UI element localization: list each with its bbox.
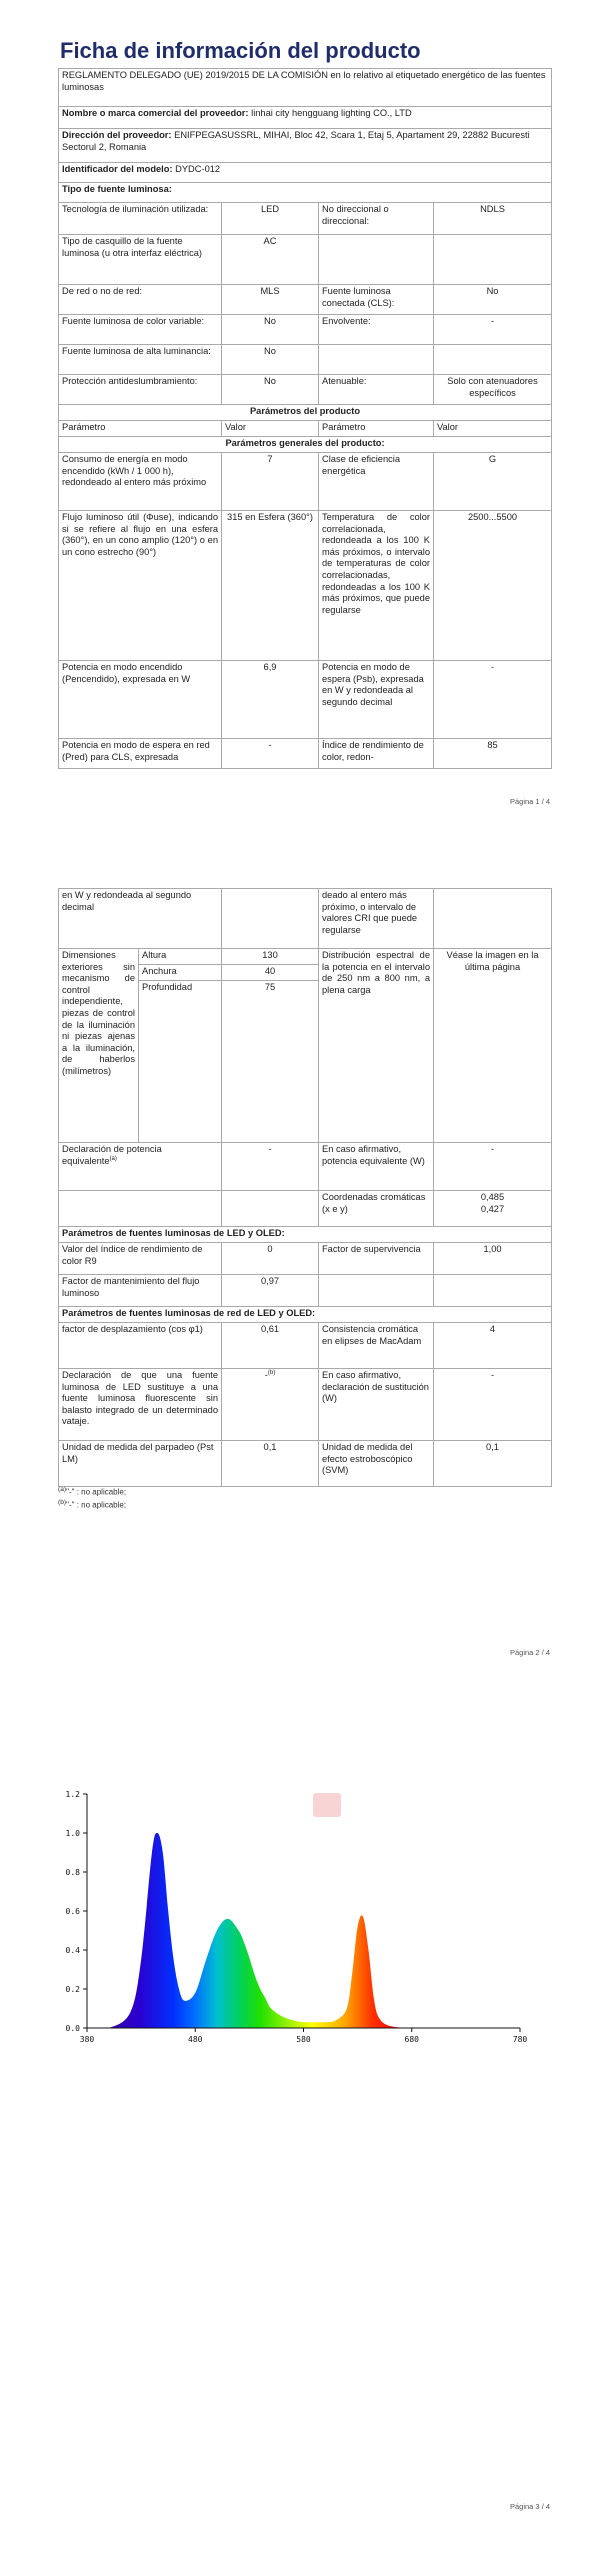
param-value: 0,61 bbox=[222, 1323, 319, 1369]
page-number-1: Página 1 / 4 bbox=[510, 797, 551, 806]
param-label: Temperatura de color correlacionada, redondeada a los 100 K más próximos, o intervalo de temperaturas de color correlacionadas, redondeadas a los 100 K más próximos, que puede regularse bbox=[319, 511, 434, 661]
page1-table-wrap bbox=[58, 68, 551, 769]
footnote-mark: (a) bbox=[58, 1486, 67, 1493]
y-tick-label: 1.2 bbox=[65, 1790, 80, 1799]
y-tick-label: 1.0 bbox=[65, 1829, 80, 1838]
param-value: 4 bbox=[434, 1323, 552, 1369]
param-label: Atenuable: bbox=[319, 375, 434, 405]
param-label: Potencia en modo de espera (Psb), expresada en W y redondeada al segundo decimal bbox=[319, 661, 434, 739]
x-tick-label: 380 bbox=[79, 2035, 95, 2044]
param-label: Coordenadas cromáticas (x e y) bbox=[319, 1191, 434, 1227]
param-label: Fuente luminosa conectada (CLS): bbox=[319, 285, 434, 315]
y-tick-labels bbox=[66, 1790, 87, 2033]
footnote-mark: (b) bbox=[58, 1498, 67, 1506]
dimension-value: 75 bbox=[222, 981, 319, 1143]
page-number-3: Página 3 / 4 bbox=[510, 2502, 551, 2511]
equiv-power-label: Declaración de potencia equivalente bbox=[62, 1144, 162, 1166]
param-label: factor de desplazamiento (cos φ1) bbox=[59, 1323, 222, 1369]
param-value bbox=[434, 235, 552, 285]
param-label: Tipo de casquillo de la fuente luminosa (u otra interfaz eléctrica) bbox=[59, 235, 222, 285]
footnote-text: "-" : no aplicable; bbox=[66, 1500, 127, 1510]
param-label bbox=[319, 235, 434, 285]
param-value: - bbox=[222, 739, 319, 769]
page2-table-wrap bbox=[58, 888, 551, 1487]
title bbox=[60, 38, 550, 64]
param-label: Declaración de que una fuente luminosa de LED sustituye a una fuente luminosa fluorescente sin balasto integrado de un determinado vataje. bbox=[59, 1369, 222, 1441]
supplier-name-label: Nombre o marca comercial del proveedor: bbox=[62, 108, 249, 118]
dimension-name: Altura bbox=[139, 949, 222, 965]
param-value: - bbox=[434, 1143, 552, 1191]
y-tick-label: 0.0 bbox=[65, 2024, 80, 2033]
param-value: MLS bbox=[222, 285, 319, 315]
param-label: Clase de eficiencia energética bbox=[319, 453, 434, 511]
param-label: Tecnología de iluminación utilizada: bbox=[59, 203, 222, 235]
param-label: De red o no de red: bbox=[59, 285, 222, 315]
param-value bbox=[434, 1275, 552, 1307]
param-label: Fuente luminosa de alta luminancia: bbox=[59, 345, 222, 375]
param-value: No bbox=[434, 285, 552, 315]
param-value bbox=[434, 1191, 552, 1227]
param-label: Factor de supervivencia bbox=[319, 1243, 434, 1275]
param-label: Unidad de medida del efecto estroboscópico (SVM) bbox=[319, 1441, 434, 1487]
param-label: Consumo de energía en modo encendido (kWh / 1 000 h), redondeado al entero más próximo bbox=[59, 453, 222, 511]
param-value: 7 bbox=[222, 453, 319, 511]
param-value: 0,1 bbox=[222, 1441, 319, 1487]
spectrum-area bbox=[87, 1833, 520, 2028]
y-tick-label: 0.4 bbox=[65, 1946, 80, 1955]
x-tick-labels bbox=[80, 2028, 528, 2044]
supplier-address-value: ENIFPEGASUSSRL, MIHAI, Bloc 42, Scara 1, Etaj 5, Apartament 29, 22882 Bucuresti Sectorul 2, Romania bbox=[62, 130, 530, 152]
footnote-ref: (a) bbox=[109, 1155, 117, 1162]
mains-led-params-header: Parámetros de fuentes luminosas de red de LED y OLED: bbox=[59, 1307, 552, 1323]
x-tick-label: 480 bbox=[188, 2035, 203, 2044]
x-tick-label: 780 bbox=[512, 2035, 528, 2044]
param-label bbox=[319, 1275, 434, 1307]
chroma-x: 0,485 bbox=[480, 1192, 505, 1202]
footnote-ref: (b) bbox=[267, 1370, 276, 1376]
footnote-text: "-" : no aplicable; bbox=[66, 1487, 127, 1497]
spectral-chart bbox=[40, 1780, 550, 2070]
dimension-name: Profundidad bbox=[139, 981, 222, 1143]
param-label: Protección antideslumbramiento: bbox=[59, 375, 222, 405]
led-replacement-value: - bbox=[264, 1370, 268, 1381]
model-id-value: DYDC-012 bbox=[175, 164, 221, 174]
param-label: Factor de mantenimiento del flujo luminoso bbox=[59, 1275, 222, 1307]
param-label: en W y redondeada al segundo decimal bbox=[59, 889, 222, 949]
param-value: No bbox=[222, 315, 319, 345]
param-value: G bbox=[434, 453, 552, 511]
supplier-address-label: Dirección del proveedor: bbox=[62, 130, 172, 140]
y-tick-label: 0.8 bbox=[65, 1868, 80, 1877]
param-label: No direccional o direccional: bbox=[319, 203, 434, 235]
product-params-header: Parámetros del producto bbox=[59, 405, 552, 421]
general-params-header: Parámetros generales del producto: bbox=[59, 437, 552, 453]
param-value: - bbox=[434, 661, 552, 739]
param-label: Unidad de medida del parpadeo (Pst LM) bbox=[59, 1441, 222, 1487]
param-value: 0,1 bbox=[434, 1441, 552, 1487]
param-value: LED bbox=[222, 203, 319, 235]
x-tick-label: 580 bbox=[296, 2035, 311, 2044]
param-value: 85 bbox=[434, 739, 552, 769]
param-value: NDLS bbox=[434, 203, 552, 235]
param-label: Potencia en modo de espera en red (Pred) para CLS, expresada bbox=[59, 739, 222, 769]
param-value: - bbox=[434, 1369, 552, 1441]
watermark-logo bbox=[313, 1793, 341, 1817]
param-label bbox=[319, 345, 434, 375]
y-tick-label: 0.6 bbox=[65, 1907, 80, 1916]
x-tick-label: 680 bbox=[404, 2035, 419, 2044]
param-value: No bbox=[222, 375, 319, 405]
param-value: - bbox=[434, 315, 552, 345]
supplier-name-value: linhai city hengguang lighting CO., LTD bbox=[251, 108, 412, 118]
page-number-2: Página 2 / 4 bbox=[510, 1648, 551, 1657]
param-label: Potencia en modo encendido (Pencendido), expresada en W bbox=[59, 661, 222, 739]
page-title: Ficha de información del producto bbox=[60, 38, 421, 63]
info-table-page1 bbox=[58, 68, 552, 769]
param-label: Fuente luminosa de color variable: bbox=[59, 315, 222, 345]
param-label: Consistencia cromática en elipses de MacAdam bbox=[319, 1323, 434, 1369]
param-label: Flujo luminoso útil (Φuse), indicando si se refiere al flujo en una esfera (360°), en un cono amplio (120°) o en un cono estrecho (90°) bbox=[59, 511, 222, 661]
model-id-row bbox=[59, 163, 552, 183]
param-label: deado al entero más próximo, o intervalo de valores CRI que puede regularse bbox=[319, 889, 434, 949]
param-label: Valor del índice de rendimiento de color R9 bbox=[59, 1243, 222, 1275]
spectral-distribution-value: Véase la imagen en la última página bbox=[434, 949, 552, 1143]
param-value: Solo con atenuadores específicos bbox=[434, 375, 552, 405]
param-label: Índice de rendimiento de color, redon- bbox=[319, 739, 434, 769]
info-table-page2 bbox=[58, 888, 552, 1487]
param-value: 0,97 bbox=[222, 1275, 319, 1307]
param-value: 1,00 bbox=[434, 1243, 552, 1275]
dimension-value: 130 bbox=[222, 949, 319, 965]
light-source-type-header: Tipo de fuente luminosa: bbox=[59, 183, 552, 203]
footnote-a bbox=[58, 1486, 358, 1497]
param-value bbox=[222, 1369, 319, 1441]
led-params-header: Parámetros de fuentes luminosas de LED y OLED: bbox=[59, 1227, 552, 1243]
param-label: Envolvente: bbox=[319, 315, 434, 345]
param-value: 2500...5500 bbox=[434, 511, 552, 661]
footnotes bbox=[58, 1486, 358, 1509]
param-value: 315 en Esfera (360°) bbox=[222, 511, 319, 661]
param-value: AC bbox=[222, 235, 319, 285]
param-label: En caso afirmativo, potencia equivalente (W) bbox=[319, 1143, 434, 1191]
column-header-param: Parámetro bbox=[319, 421, 434, 437]
param-label bbox=[59, 1143, 222, 1191]
y-tick-label: 0.2 bbox=[65, 1985, 80, 1994]
column-header-param: Parámetro bbox=[59, 421, 222, 437]
dimensions-label: Dimensiones exteriores sin mecanismo de control independiente, piezas de control de la iluminación ni piezas ajenas a la iluminación, de haberlos (milímetros) bbox=[59, 949, 139, 1143]
param-value: 6,9 bbox=[222, 661, 319, 739]
param-value: - bbox=[222, 1143, 319, 1191]
chroma-y: 0,427 bbox=[480, 1203, 505, 1214]
param-value: No bbox=[222, 345, 319, 375]
column-header-value: Valor bbox=[222, 421, 319, 437]
supplier-address-row bbox=[59, 129, 552, 163]
footnote-b bbox=[58, 1499, 358, 1510]
spectral-distribution-label: Distribución espectral de la potencia en el intervalo de 250 nm a 800 nm, a plena carga bbox=[319, 949, 434, 1143]
model-id-label: Identificador del modelo: bbox=[62, 164, 173, 174]
supplier-name-row bbox=[59, 107, 552, 129]
param-value: 0 bbox=[222, 1243, 319, 1275]
dimension-value: 40 bbox=[222, 965, 319, 981]
regulation-text: REGLAMENTO DELEGADO (UE) 2019/2015 DE LA COMISIÓN en lo relativo al etiquetado energético de las fuentes luminosas bbox=[59, 69, 552, 107]
param-value bbox=[434, 345, 552, 375]
dimension-name: Anchura bbox=[139, 965, 222, 981]
column-header-value: Valor bbox=[434, 421, 552, 437]
param-label: En caso afirmativo, declaración de sustitución (W) bbox=[319, 1369, 434, 1441]
